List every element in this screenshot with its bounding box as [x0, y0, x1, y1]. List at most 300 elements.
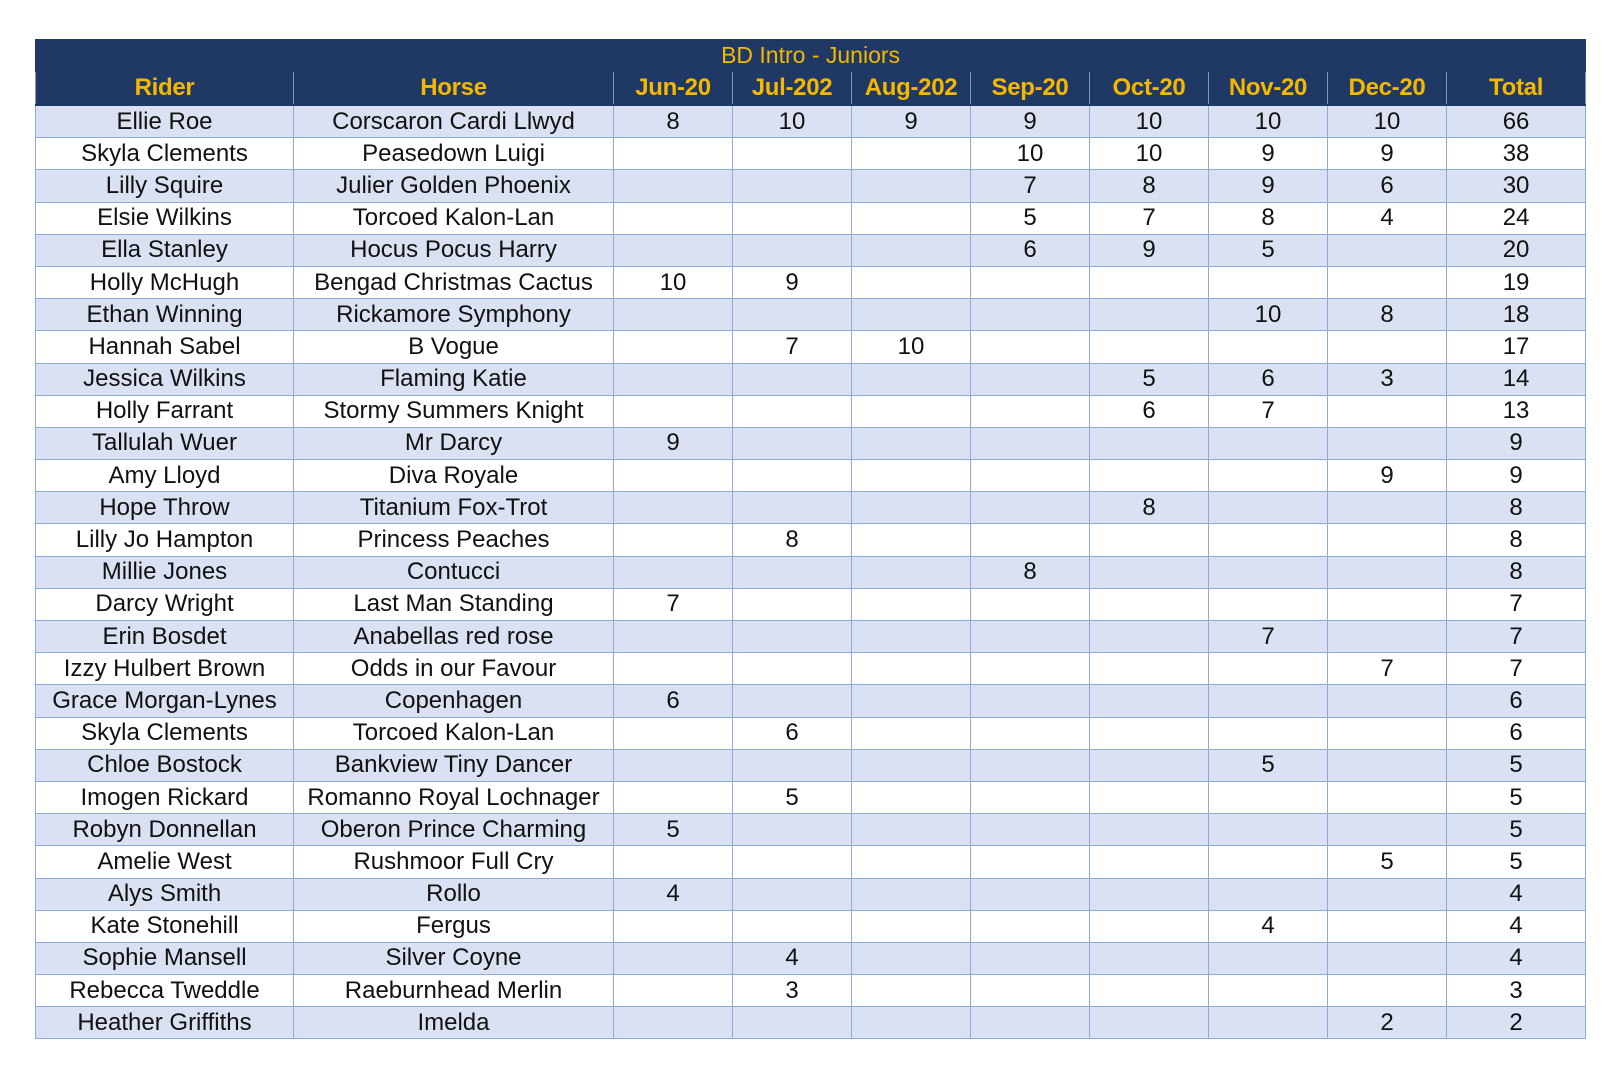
cell-rider: Ethan Winning — [36, 299, 294, 331]
cell-nov-20 — [1209, 942, 1328, 974]
table-row — [36, 781, 1586, 813]
cell-rider: Jessica Wilkins — [36, 363, 294, 395]
cell-nov-20 — [1209, 975, 1328, 1007]
cell-dec-20: 2 — [1328, 1007, 1447, 1039]
cell-dec-20 — [1328, 427, 1447, 459]
cell-aug-202 — [852, 878, 971, 910]
cell-horse: Diva Royale — [294, 460, 614, 492]
cell-total: 2 — [1447, 1007, 1586, 1039]
cell-aug-202 — [852, 717, 971, 749]
cell-nov-20 — [1209, 331, 1328, 363]
table-row — [36, 170, 1586, 202]
cell-jul-202 — [733, 814, 852, 846]
cell-rider: Kate Stonehill — [36, 910, 294, 942]
cell-nov-20 — [1209, 266, 1328, 298]
cell-dec-20 — [1328, 492, 1447, 524]
cell-sep-20 — [971, 588, 1090, 620]
cell-jul-202 — [733, 363, 852, 395]
cell-jun-20 — [614, 749, 733, 781]
cell-dec-20 — [1328, 717, 1447, 749]
cell-rider: Holly McHugh — [36, 266, 294, 298]
cell-total: 14 — [1447, 363, 1586, 395]
cell-horse: Hocus Pocus Harry — [294, 234, 614, 266]
cell-jun-20 — [614, 202, 733, 234]
cell-nov-20 — [1209, 685, 1328, 717]
cell-aug-202 — [852, 910, 971, 942]
cell-nov-20 — [1209, 814, 1328, 846]
cell-aug-202 — [852, 942, 971, 974]
cell-oct-20 — [1090, 975, 1209, 1007]
cell-dec-20 — [1328, 910, 1447, 942]
cell-jul-202 — [733, 138, 852, 170]
cell-jul-202 — [733, 202, 852, 234]
cell-nov-20 — [1209, 492, 1328, 524]
cell-nov-20: 10 — [1209, 105, 1328, 138]
cell-jul-202: 5 — [733, 781, 852, 813]
cell-rider: Grace Morgan-Lynes — [36, 685, 294, 717]
results-table — [35, 39, 1586, 1039]
table-row — [36, 556, 1586, 588]
cell-total: 13 — [1447, 395, 1586, 427]
cell-horse: Mr Darcy — [294, 427, 614, 459]
cell-dec-20: 8 — [1328, 299, 1447, 331]
table-row — [36, 910, 1586, 942]
column-header-rider: Rider — [36, 72, 294, 106]
cell-sep-20: 8 — [971, 556, 1090, 588]
cell-total: 66 — [1447, 105, 1586, 138]
cell-sep-20 — [971, 331, 1090, 363]
cell-rider: Skyla Clements — [36, 717, 294, 749]
cell-total: 5 — [1447, 846, 1586, 878]
cell-oct-20: 8 — [1090, 170, 1209, 202]
cell-sep-20 — [971, 621, 1090, 653]
cell-jun-20: 8 — [614, 105, 733, 138]
cell-aug-202 — [852, 653, 971, 685]
table-row — [36, 492, 1586, 524]
cell-nov-20: 7 — [1209, 395, 1328, 427]
cell-jun-20 — [614, 395, 733, 427]
cell-nov-20: 9 — [1209, 170, 1328, 202]
cell-sep-20 — [971, 685, 1090, 717]
cell-rider: Holly Farrant — [36, 395, 294, 427]
cell-nov-20: 8 — [1209, 202, 1328, 234]
table-row — [36, 653, 1586, 685]
cell-total: 8 — [1447, 556, 1586, 588]
cell-jun-20 — [614, 234, 733, 266]
cell-nov-20 — [1209, 460, 1328, 492]
cell-sep-20 — [971, 395, 1090, 427]
cell-nov-20 — [1209, 878, 1328, 910]
cell-horse: Rushmoor Full Cry — [294, 846, 614, 878]
cell-dec-20 — [1328, 749, 1447, 781]
table-row — [36, 427, 1586, 459]
cell-jul-202 — [733, 621, 852, 653]
cell-aug-202 — [852, 556, 971, 588]
cell-horse: Anabellas red rose — [294, 621, 614, 653]
cell-oct-20 — [1090, 621, 1209, 653]
cell-aug-202 — [852, 846, 971, 878]
cell-aug-202 — [852, 460, 971, 492]
cell-dec-20: 4 — [1328, 202, 1447, 234]
table-row — [36, 460, 1586, 492]
cell-dec-20: 6 — [1328, 170, 1447, 202]
table-row — [36, 395, 1586, 427]
cell-sep-20 — [971, 427, 1090, 459]
cell-aug-202 — [852, 170, 971, 202]
cell-sep-20 — [971, 846, 1090, 878]
cell-oct-20 — [1090, 524, 1209, 556]
cell-rider: Millie Jones — [36, 556, 294, 588]
cell-jul-202 — [733, 588, 852, 620]
cell-jun-20 — [614, 910, 733, 942]
cell-sep-20: 10 — [971, 138, 1090, 170]
cell-dec-20 — [1328, 878, 1447, 910]
cell-total: 7 — [1447, 621, 1586, 653]
cell-jun-20 — [614, 331, 733, 363]
cell-oct-20 — [1090, 556, 1209, 588]
cell-horse: Princess Peaches — [294, 524, 614, 556]
cell-nov-20 — [1209, 588, 1328, 620]
table-row — [36, 331, 1586, 363]
cell-jul-202 — [733, 653, 852, 685]
cell-total: 4 — [1447, 878, 1586, 910]
cell-aug-202: 10 — [852, 331, 971, 363]
cell-oct-20 — [1090, 266, 1209, 298]
cell-total: 4 — [1447, 942, 1586, 974]
cell-dec-20 — [1328, 234, 1447, 266]
cell-aug-202 — [852, 524, 971, 556]
cell-oct-20 — [1090, 717, 1209, 749]
cell-rider: Robyn Donnellan — [36, 814, 294, 846]
cell-rider: Rebecca Tweddle — [36, 975, 294, 1007]
column-header-dec-20: Dec-20 — [1328, 72, 1447, 106]
table-row — [36, 749, 1586, 781]
cell-horse: B Vogue — [294, 331, 614, 363]
cell-jul-202: 9 — [733, 266, 852, 298]
cell-rider: Elsie Wilkins — [36, 202, 294, 234]
cell-nov-20: 4 — [1209, 910, 1328, 942]
cell-rider: Amelie West — [36, 846, 294, 878]
cell-jun-20 — [614, 492, 733, 524]
table-row — [36, 266, 1586, 298]
cell-horse: Titanium Fox-Trot — [294, 492, 614, 524]
cell-oct-20: 8 — [1090, 492, 1209, 524]
cell-jun-20 — [614, 170, 733, 202]
table-row — [36, 1007, 1586, 1039]
table-row — [36, 105, 1586, 138]
cell-nov-20 — [1209, 556, 1328, 588]
cell-oct-20 — [1090, 942, 1209, 974]
cell-jul-202 — [733, 749, 852, 781]
table-title: BD Intro - Juniors — [36, 40, 1586, 72]
cell-sep-20 — [971, 717, 1090, 749]
cell-total: 5 — [1447, 814, 1586, 846]
cell-jul-202: 8 — [733, 524, 852, 556]
table-row — [36, 975, 1586, 1007]
table-row — [36, 846, 1586, 878]
cell-horse: Torcoed Kalon-Lan — [294, 717, 614, 749]
cell-sep-20 — [971, 942, 1090, 974]
cell-horse: Romanno Royal Lochnager — [294, 781, 614, 813]
cell-jul-202 — [733, 460, 852, 492]
cell-jun-20 — [614, 717, 733, 749]
cell-total: 5 — [1447, 781, 1586, 813]
cell-oct-20: 6 — [1090, 395, 1209, 427]
column-header-horse: Horse — [294, 72, 614, 106]
cell-oct-20 — [1090, 749, 1209, 781]
cell-jul-202: 4 — [733, 942, 852, 974]
cell-total: 7 — [1447, 653, 1586, 685]
cell-jul-202 — [733, 878, 852, 910]
cell-rider: Darcy Wright — [36, 588, 294, 620]
cell-horse: Peasedown Luigi — [294, 138, 614, 170]
table-row — [36, 878, 1586, 910]
cell-horse: Rollo — [294, 878, 614, 910]
cell-sep-20 — [971, 460, 1090, 492]
cell-horse: Julier Golden Phoenix — [294, 170, 614, 202]
cell-rider: Alys Smith — [36, 878, 294, 910]
cell-nov-20 — [1209, 427, 1328, 459]
cell-sep-20: 7 — [971, 170, 1090, 202]
cell-aug-202 — [852, 492, 971, 524]
cell-dec-20 — [1328, 685, 1447, 717]
cell-jul-202 — [733, 492, 852, 524]
cell-jun-20: 4 — [614, 878, 733, 910]
cell-dec-20 — [1328, 975, 1447, 1007]
cell-jun-20 — [614, 556, 733, 588]
cell-nov-20 — [1209, 1007, 1328, 1039]
cell-aug-202 — [852, 234, 971, 266]
cell-oct-20 — [1090, 588, 1209, 620]
cell-nov-20: 5 — [1209, 234, 1328, 266]
cell-jul-202 — [733, 846, 852, 878]
cell-jul-202: 10 — [733, 105, 852, 138]
cell-aug-202 — [852, 975, 971, 1007]
table-row — [36, 942, 1586, 974]
column-header-sep-20: Sep-20 — [971, 72, 1090, 106]
cell-total: 9 — [1447, 460, 1586, 492]
cell-jul-202: 3 — [733, 975, 852, 1007]
cell-oct-20 — [1090, 653, 1209, 685]
cell-jun-20: 9 — [614, 427, 733, 459]
cell-sep-20 — [971, 814, 1090, 846]
cell-sep-20 — [971, 975, 1090, 1007]
cell-dec-20: 10 — [1328, 105, 1447, 138]
cell-aug-202 — [852, 363, 971, 395]
cell-dec-20 — [1328, 556, 1447, 588]
cell-rider: Hannah Sabel — [36, 331, 294, 363]
cell-oct-20 — [1090, 331, 1209, 363]
cell-rider: Ellie Roe — [36, 105, 294, 138]
cell-jun-20 — [614, 299, 733, 331]
cell-rider: Chloe Bostock — [36, 749, 294, 781]
cell-dec-20 — [1328, 266, 1447, 298]
cell-horse: Copenhagen — [294, 685, 614, 717]
cell-nov-20: 9 — [1209, 138, 1328, 170]
cell-aug-202 — [852, 749, 971, 781]
cell-dec-20: 7 — [1328, 653, 1447, 685]
cell-total: 7 — [1447, 588, 1586, 620]
cell-oct-20 — [1090, 781, 1209, 813]
cell-nov-20: 6 — [1209, 363, 1328, 395]
cell-jun-20 — [614, 975, 733, 1007]
column-header-nov-20: Nov-20 — [1209, 72, 1328, 106]
cell-oct-20: 9 — [1090, 234, 1209, 266]
cell-rider: Hope Throw — [36, 492, 294, 524]
cell-horse: Contucci — [294, 556, 614, 588]
cell-jun-20 — [614, 524, 733, 556]
cell-aug-202 — [852, 621, 971, 653]
table-row — [36, 299, 1586, 331]
cell-rider: Lilly Squire — [36, 170, 294, 202]
cell-jul-202 — [733, 234, 852, 266]
cell-sep-20 — [971, 781, 1090, 813]
cell-dec-20: 3 — [1328, 363, 1447, 395]
cell-jul-202: 6 — [733, 717, 852, 749]
cell-oct-20 — [1090, 427, 1209, 459]
cell-rider: Erin Bosdet — [36, 621, 294, 653]
cell-horse: Oberon Prince Charming — [294, 814, 614, 846]
cell-sep-20 — [971, 910, 1090, 942]
cell-sep-20 — [971, 492, 1090, 524]
table-row — [36, 138, 1586, 170]
cell-rider: Heather Griffiths — [36, 1007, 294, 1039]
cell-sep-20: 5 — [971, 202, 1090, 234]
cell-rider: Izzy Hulbert Brown — [36, 653, 294, 685]
cell-rider: Sophie Mansell — [36, 942, 294, 974]
table-body — [36, 105, 1586, 1039]
cell-sep-20: 9 — [971, 105, 1090, 138]
cell-rider: Lilly Jo Hampton — [36, 524, 294, 556]
cell-jul-202 — [733, 910, 852, 942]
cell-horse: Bankview Tiny Dancer — [294, 749, 614, 781]
title-row — [36, 40, 1586, 72]
cell-sep-20 — [971, 878, 1090, 910]
cell-sep-20 — [971, 1007, 1090, 1039]
cell-jun-20 — [614, 138, 733, 170]
cell-nov-20 — [1209, 717, 1328, 749]
table-row — [36, 234, 1586, 266]
cell-aug-202 — [852, 685, 971, 717]
cell-sep-20 — [971, 299, 1090, 331]
cell-aug-202 — [852, 781, 971, 813]
cell-total: 18 — [1447, 299, 1586, 331]
cell-horse: Torcoed Kalon-Lan — [294, 202, 614, 234]
cell-total: 20 — [1447, 234, 1586, 266]
cell-aug-202 — [852, 266, 971, 298]
cell-sep-20 — [971, 749, 1090, 781]
cell-jul-202 — [733, 1007, 852, 1039]
table-row — [36, 363, 1586, 395]
cell-horse: Fergus — [294, 910, 614, 942]
cell-jun-20 — [614, 781, 733, 813]
cell-jul-202 — [733, 299, 852, 331]
cell-nov-20: 5 — [1209, 749, 1328, 781]
cell-horse: Raeburnhead Merlin — [294, 975, 614, 1007]
cell-total: 38 — [1447, 138, 1586, 170]
cell-horse: Last Man Standing — [294, 588, 614, 620]
cell-sep-20 — [971, 524, 1090, 556]
cell-dec-20 — [1328, 621, 1447, 653]
cell-nov-20 — [1209, 846, 1328, 878]
cell-total: 5 — [1447, 749, 1586, 781]
cell-nov-20 — [1209, 653, 1328, 685]
cell-rider: Skyla Clements — [36, 138, 294, 170]
cell-jun-20 — [614, 653, 733, 685]
cell-sep-20: 6 — [971, 234, 1090, 266]
cell-horse: Odds in our Favour — [294, 653, 614, 685]
cell-dec-20: 5 — [1328, 846, 1447, 878]
cell-dec-20: 9 — [1328, 460, 1447, 492]
cell-jul-202: 7 — [733, 331, 852, 363]
cell-dec-20 — [1328, 814, 1447, 846]
cell-dec-20 — [1328, 524, 1447, 556]
cell-dec-20 — [1328, 942, 1447, 974]
column-header-oct-20: Oct-20 — [1090, 72, 1209, 106]
cell-dec-20 — [1328, 588, 1447, 620]
cell-total: 4 — [1447, 910, 1586, 942]
cell-nov-20: 10 — [1209, 299, 1328, 331]
cell-jun-20: 10 — [614, 266, 733, 298]
table-row — [36, 588, 1586, 620]
cell-total: 8 — [1447, 492, 1586, 524]
cell-oct-20: 10 — [1090, 105, 1209, 138]
cell-total: 24 — [1447, 202, 1586, 234]
cell-jul-202 — [733, 395, 852, 427]
table-row — [36, 524, 1586, 556]
cell-sep-20 — [971, 266, 1090, 298]
cell-oct-20 — [1090, 685, 1209, 717]
cell-aug-202 — [852, 588, 971, 620]
cell-nov-20 — [1209, 524, 1328, 556]
cell-nov-20: 7 — [1209, 621, 1328, 653]
cell-dec-20: 9 — [1328, 138, 1447, 170]
cell-jul-202 — [733, 685, 852, 717]
cell-horse: Corscaron Cardi Llwyd — [294, 105, 614, 138]
cell-aug-202: 9 — [852, 105, 971, 138]
table-row — [36, 621, 1586, 653]
cell-oct-20: 7 — [1090, 202, 1209, 234]
table-row — [36, 685, 1586, 717]
cell-total: 9 — [1447, 427, 1586, 459]
cell-jun-20 — [614, 846, 733, 878]
cell-dec-20 — [1328, 395, 1447, 427]
cell-dec-20 — [1328, 781, 1447, 813]
cell-jun-20 — [614, 1007, 733, 1039]
cell-oct-20 — [1090, 910, 1209, 942]
cell-total: 3 — [1447, 975, 1586, 1007]
cell-jul-202 — [733, 556, 852, 588]
cell-horse: Silver Coyne — [294, 942, 614, 974]
cell-nov-20 — [1209, 781, 1328, 813]
cell-rider: Ella Stanley — [36, 234, 294, 266]
cell-aug-202 — [852, 814, 971, 846]
cell-aug-202 — [852, 202, 971, 234]
table-row — [36, 202, 1586, 234]
cell-horse: Imelda — [294, 1007, 614, 1039]
cell-horse: Flaming Katie — [294, 363, 614, 395]
cell-oct-20: 10 — [1090, 138, 1209, 170]
cell-oct-20 — [1090, 1007, 1209, 1039]
cell-aug-202 — [852, 1007, 971, 1039]
cell-oct-20 — [1090, 299, 1209, 331]
column-header-aug-202: Aug-202 — [852, 72, 971, 106]
cell-rider: Amy Lloyd — [36, 460, 294, 492]
cell-total: 6 — [1447, 717, 1586, 749]
cell-total: 6 — [1447, 685, 1586, 717]
cell-sep-20 — [971, 653, 1090, 685]
cell-jun-20: 7 — [614, 588, 733, 620]
